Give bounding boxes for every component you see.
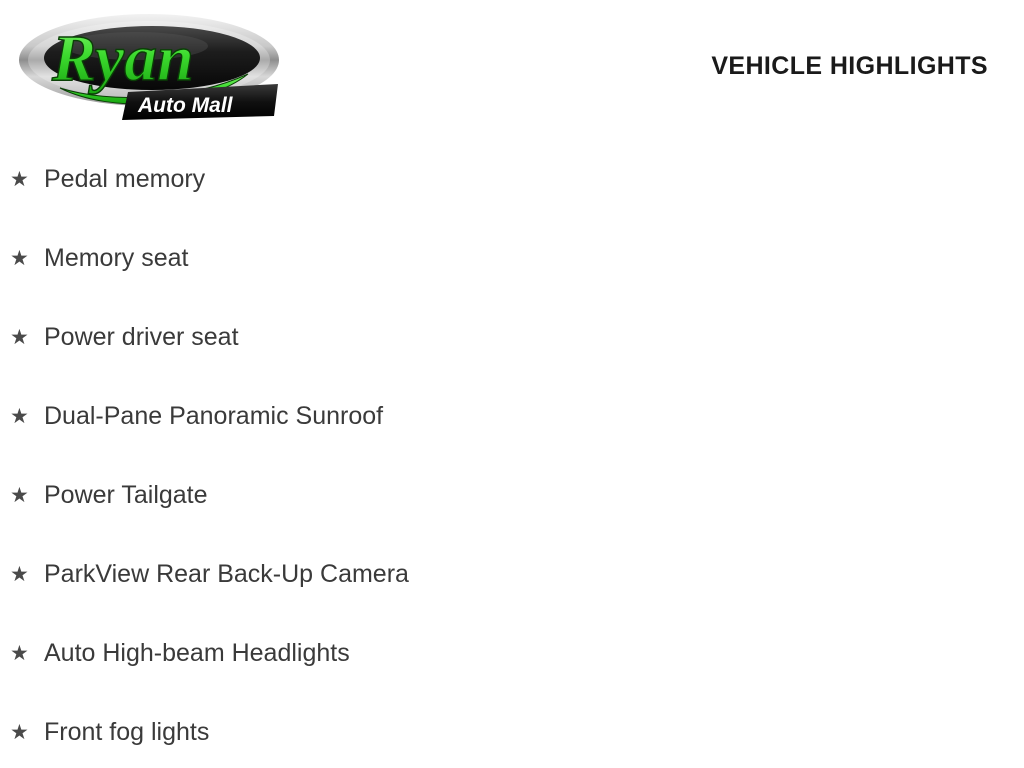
list-item: [0, 456, 1024, 535]
list-item: [0, 298, 1024, 377]
list-item: [0, 140, 1024, 219]
list-item-label: Power Tailgate: [44, 480, 208, 509]
star-icon: ★: [10, 247, 29, 270]
list-item-label: Auto High-beam Headlights: [44, 638, 350, 667]
list-item: [0, 535, 1024, 614]
svg-text:Auto Mall: Auto Mall: [138, 94, 233, 117]
page-title: VEHICLE HIGHLIGHTS: [711, 52, 988, 80]
logo-graphic: [16, 8, 286, 123]
list-item-label: Front fog lights: [44, 717, 210, 746]
list-item-label: Dual-Pane Panoramic Sunroof: [44, 401, 384, 430]
star-icon: ★: [10, 721, 29, 744]
list-item-label: Power driver seat: [44, 322, 239, 351]
vehicle-highlights-list: [0, 140, 1024, 768]
star-icon: ★: [10, 642, 29, 665]
list-item-label: Memory seat: [44, 243, 189, 272]
list-item-label: ParkView Rear Back-Up Camera: [44, 559, 409, 588]
star-icon: ★: [10, 405, 29, 428]
list-item: [0, 693, 1024, 768]
list-item: [0, 614, 1024, 693]
star-icon: ★: [10, 168, 29, 191]
ryan-auto-mall-logo: [16, 8, 286, 123]
list-item: [0, 219, 1024, 298]
star-icon: ★: [10, 326, 29, 349]
star-icon: ★: [10, 484, 29, 507]
page-header: [0, 0, 1024, 130]
list-item-label: Pedal memory: [44, 164, 206, 193]
list-item: [0, 377, 1024, 456]
svg-text:Ryan: Ryan: [52, 22, 194, 95]
star-icon: ★: [10, 563, 29, 586]
